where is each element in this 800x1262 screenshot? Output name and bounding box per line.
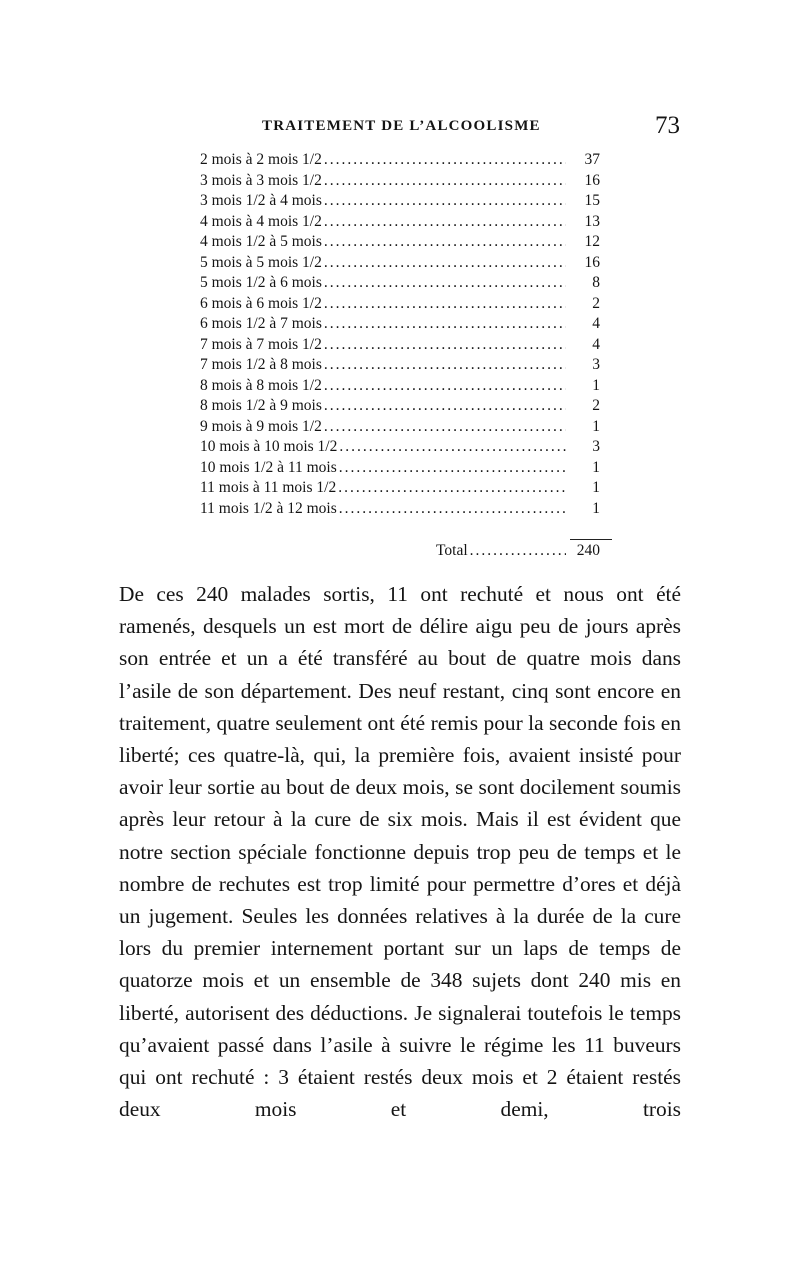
row-count: 15 [584, 192, 600, 209]
dot-leader [338, 478, 566, 499]
dot-leader [324, 396, 566, 417]
table-row [200, 458, 600, 479]
dot-leader [324, 212, 566, 233]
row-label: 8 mois 1/2 à 9 mois [200, 397, 322, 414]
table-row [200, 396, 600, 417]
row-count: 4 [592, 315, 600, 332]
row-label: 7 mois 1/2 à 8 mois [200, 356, 322, 373]
dot-leader [324, 314, 566, 335]
table-row [200, 232, 600, 253]
row-label: 4 mois 1/2 à 5 mois [200, 233, 322, 250]
dot-leader [339, 499, 566, 520]
row-label: 2 mois à 2 mois 1/2 [200, 151, 322, 168]
page-header [200, 112, 680, 144]
table-row [200, 294, 600, 315]
row-count: 16 [584, 171, 600, 189]
row-label: 10 mois à 10 mois 1/2 [200, 438, 338, 455]
table-row [200, 191, 600, 212]
table-row [200, 273, 600, 294]
table-row [200, 335, 600, 356]
table-row [200, 355, 600, 376]
row-count: 1 [592, 499, 600, 517]
dot-leader [324, 253, 566, 274]
dot-leader [339, 458, 566, 479]
duration-table [200, 150, 600, 519]
total-rule [570, 539, 612, 540]
row-count: 1 [592, 417, 600, 435]
row-label: 11 mois à 11 mois 1/2 [200, 479, 337, 496]
row-label: 3 mois à 3 mois 1/2 [200, 171, 322, 189]
dot-leader [324, 171, 566, 192]
row-count: 2 [592, 294, 600, 312]
table-row [200, 314, 600, 335]
dot-leader [324, 355, 566, 376]
dot-leader [470, 542, 566, 560]
total-row [436, 542, 600, 560]
table-row [200, 478, 600, 499]
table-row [200, 417, 600, 438]
dot-leader [324, 232, 566, 253]
total-label: Total [436, 542, 468, 559]
row-count: 16 [584, 253, 600, 271]
row-label: 5 mois 1/2 à 6 mois [200, 274, 322, 291]
dot-leader [324, 376, 566, 397]
dot-leader [324, 335, 566, 356]
body-paragraph: De ces 240 malades sortis, 11 ont rechuté et nous ont été ramenés, desquels un est mort de délire aigu peu de jours après son entrée et un a été transféré au bout de quatre mois dans l’asile de son département. Des neuf restant, cinq sont encore en traitement, quatre seulement ont été remis pour la seconde fois en liberté; ces quatre-là, qui, la première fois, avaient insisté pour avoir leur sortie au bout de deux mois, se sont docilement soumis après leur retour à la cure de six mois. Mais il est évident que notre section spéciale fonctionne depuis trop peu de temps et le nombre de rechutes est trop limité pour permettre d’ores et déjà un jugement. Seules les données relatives à la durée de la cure lors du premier internement portant sur un laps de temps de quatorze mois et un ensemble de 348 sujets dont 240 mis en liberté, autorisent des déductions. Je signalerai toutefois le temps qu’avaient passé dans l’asile à suivre le régime les 11 buveurs qui ont rechuté : 3 étaient restés deux mois et 2 étaient restés deux mois et demi, trois [119, 582, 681, 1122]
table-row [200, 253, 600, 274]
row-count: 1 [592, 479, 600, 496]
row-count: 8 [592, 274, 600, 291]
row-label: 10 mois 1/2 à 11 mois [200, 458, 337, 476]
table-row [200, 499, 600, 520]
table-row [200, 437, 600, 458]
dot-leader [324, 191, 566, 212]
table-row [200, 171, 600, 192]
row-label: 3 mois 1/2 à 4 mois [200, 192, 322, 209]
row-label: 4 mois à 4 mois 1/2 [200, 212, 322, 230]
row-label: 8 mois à 8 mois 1/2 [200, 376, 322, 394]
dot-leader [324, 294, 566, 315]
row-count: 1 [592, 458, 600, 476]
table-row [200, 150, 600, 171]
dot-leader [324, 273, 566, 294]
dot-leader [324, 417, 566, 438]
row-count: 13 [584, 212, 600, 230]
total-value: 240 [576, 542, 600, 559]
table-row [200, 212, 600, 233]
row-count: 4 [592, 335, 600, 353]
dot-leader [339, 437, 566, 458]
page-number: 73 [655, 112, 680, 139]
row-count: 1 [592, 376, 600, 394]
row-count: 3 [592, 356, 600, 373]
running-head: TRAITEMENT DE L’ALCOOLISME [262, 118, 541, 134]
row-label: 6 mois à 6 mois 1/2 [200, 294, 322, 312]
row-count: 3 [592, 438, 600, 455]
row-count: 2 [592, 397, 600, 414]
table-row [200, 376, 600, 397]
row-label: 5 mois à 5 mois 1/2 [200, 253, 322, 271]
row-label: 11 mois 1/2 à 12 mois [200, 499, 337, 517]
row-label: 6 mois 1/2 à 7 mois [200, 315, 322, 332]
dot-leader [324, 150, 566, 171]
row-label: 7 mois à 7 mois 1/2 [200, 335, 322, 353]
row-label: 9 mois à 9 mois 1/2 [200, 417, 322, 435]
row-count: 37 [584, 151, 600, 168]
row-count: 12 [584, 233, 600, 250]
